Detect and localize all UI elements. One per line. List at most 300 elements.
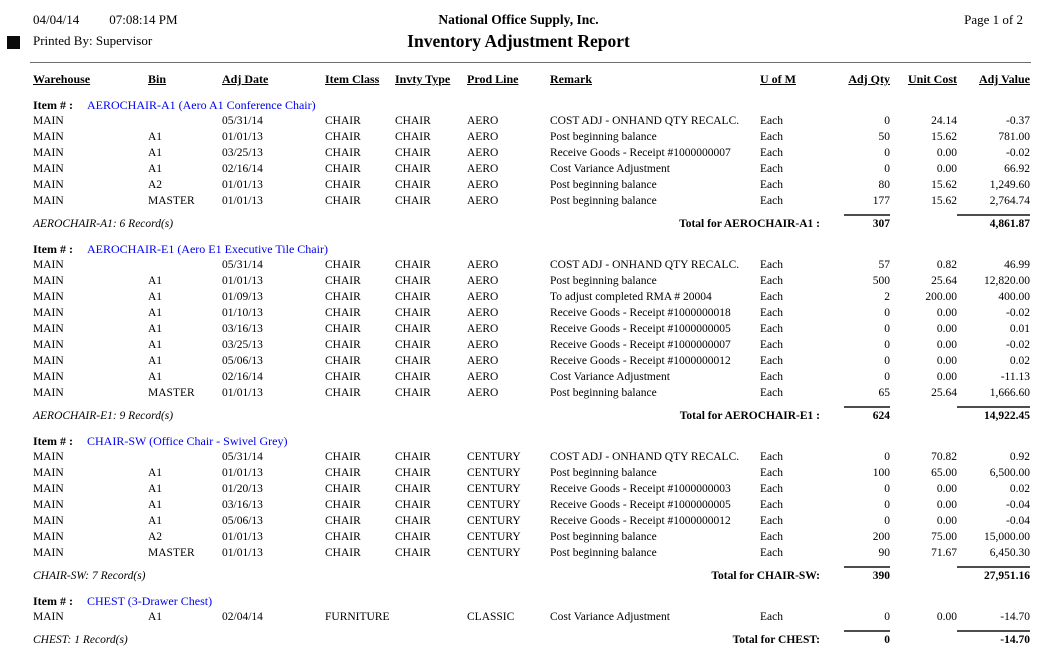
cell-bin: MASTER (148, 547, 195, 559)
cell-adj-value: -11.13 (1000, 371, 1030, 383)
cell-adj-qty: 2 (884, 291, 890, 303)
col-item-class: Item Class (325, 72, 380, 86)
group-total-label: Total for AEROCHAIR-E1 : (679, 410, 820, 422)
cell-prod-line: CENTURY (467, 467, 521, 479)
cell-unit-cost: 0.00 (936, 355, 957, 367)
cell-adj-qty: 57 (878, 259, 890, 271)
cell-invty-type: CHAIR (395, 547, 431, 559)
cell-bin: A1 (148, 275, 163, 287)
cell-u-of-m: Each (760, 323, 783, 335)
cell-adj-value: -0.37 (1006, 115, 1030, 127)
cell-adj-qty: 177 (872, 195, 890, 207)
cell-remark: Receive Goods - Receipt #1000000005 (550, 323, 731, 335)
col-remark: Remark (550, 72, 592, 86)
cell-remark: COST ADJ - ONHAND QTY RECALC. (550, 451, 740, 463)
cell-adj-qty: 0 (884, 339, 890, 351)
cell-adj-value: -14.70 (1000, 611, 1030, 623)
cell-invty-type: CHAIR (395, 307, 431, 319)
group-total-line (0, 566, 1037, 585)
cell-bin (148, 449, 222, 465)
cell-remark: Receive Goods - Receipt #1000000012 (550, 355, 731, 367)
cell-remark: COST ADJ - ONHAND QTY RECALC. (550, 115, 740, 127)
cell-unit-cost: 15.62 (931, 131, 957, 143)
table-row (0, 113, 1037, 129)
group-total-label: Total for CHEST: (732, 634, 820, 646)
cell-warehouse: MAIN (33, 115, 64, 127)
cell-item-class: CHAIR (325, 291, 361, 303)
cell-u-of-m: Each (760, 451, 783, 463)
cell-warehouse: MAIN (33, 451, 64, 463)
cell-prod-line: AERO (467, 371, 499, 383)
cell-adj-date: 01/01/13 (222, 275, 263, 287)
group-total-gap (890, 214, 957, 233)
cell-remark: Receive Goods - Receipt #1000000018 (550, 307, 731, 319)
cell-warehouse: MAIN (33, 259, 64, 271)
cell-adj-value: 0.02 (1009, 483, 1030, 495)
table-row (0, 481, 1037, 497)
cell-prod-line: AERO (467, 163, 499, 175)
cell-adj-value: 6,500.00 (989, 467, 1030, 479)
cell-remark: Cost Variance Adjustment (550, 163, 670, 175)
cell-invty-type: CHAIR (395, 147, 431, 159)
cell-prod-line: AERO (467, 323, 499, 335)
cell-u-of-m: Each (760, 275, 783, 287)
cell-prod-line: AERO (467, 147, 499, 159)
cell-adj-date: 02/16/14 (222, 371, 263, 383)
cell-unit-cost: 65.00 (931, 467, 957, 479)
cell-item-class: CHAIR (325, 131, 361, 143)
item-header (0, 593, 1037, 609)
cell-unit-cost: 75.00 (931, 531, 957, 543)
cell-bin: A1 (148, 339, 163, 351)
cell-u-of-m: Each (760, 147, 783, 159)
cell-invty-type: CHAIR (395, 515, 431, 527)
cell-warehouse: MAIN (33, 499, 64, 511)
cell-adj-date: 01/01/13 (222, 179, 263, 191)
cell-prod-line: AERO (467, 339, 499, 351)
cell-adj-qty: 0 (884, 451, 890, 463)
table-row (0, 497, 1037, 513)
cell-unit-cost: 0.00 (936, 307, 957, 319)
cell-unit-cost: 0.00 (936, 339, 957, 351)
column-headers (0, 72, 1037, 89)
cell-item-class: CHAIR (325, 323, 361, 335)
group-total-value: 4,861.87 (957, 214, 1030, 233)
cell-unit-cost: 0.00 (936, 163, 957, 175)
cell-prod-line: CLASSIC (467, 611, 515, 623)
item-link[interactable]: AEROCHAIR-A1 (Aero A1 Conference Chair) (86, 98, 316, 112)
group-total-line (0, 630, 1037, 649)
cell-adj-value: 1,249.60 (989, 179, 1030, 191)
cell-invty-type: CHAIR (395, 339, 431, 351)
cell-item-class: CHAIR (325, 355, 361, 367)
cell-invty-type: CHAIR (395, 371, 431, 383)
cell-invty-type: CHAIR (395, 323, 431, 335)
cell-invty-type: CHAIR (395, 115, 431, 127)
item-group (0, 593, 1037, 649)
group-total-value: 14,922.45 (957, 406, 1030, 425)
cell-adj-date: 01/01/13 (222, 387, 263, 399)
cell-adj-qty: 90 (878, 547, 890, 559)
cell-invty-type: CHAIR (395, 467, 431, 479)
cell-item-class: CHAIR (325, 547, 361, 559)
cell-item-class: FURNITURE (325, 611, 390, 623)
cell-unit-cost: 0.82 (936, 259, 957, 271)
cell-unit-cost: 25.64 (931, 387, 957, 399)
item-link[interactable]: AEROCHAIR-E1 (Aero E1 Executive Tile Chair) (86, 242, 328, 256)
cell-bin: A1 (148, 355, 163, 367)
cell-warehouse: MAIN (33, 547, 64, 559)
group-total-value: -14.70 (957, 630, 1030, 649)
cell-bin: A1 (148, 515, 163, 527)
cell-adj-date: 05/31/14 (222, 115, 263, 127)
report-title: Inventory Adjustment Report (407, 31, 630, 51)
item-link[interactable]: CHEST (3-Drawer Chest) (86, 594, 213, 608)
cell-adj-qty: 0 (884, 483, 890, 495)
table-row (0, 385, 1037, 401)
cell-invty-type: CHAIR (395, 275, 431, 287)
table-row (0, 609, 1037, 625)
group-total-value: 27,951.16 (957, 566, 1030, 585)
cell-bin: MASTER (148, 195, 195, 207)
cell-prod-line: AERO (467, 131, 499, 143)
cell-remark: Receive Goods - Receipt #1000000007 (550, 147, 731, 159)
cell-adj-date: 01/01/13 (222, 531, 263, 543)
page-indicator: Page 1 of 2 (964, 12, 1023, 27)
cell-prod-line: CENTURY (467, 547, 521, 559)
col-invty-type: Invty Type (395, 72, 451, 86)
cell-prod-line: CENTURY (467, 531, 521, 543)
group-total-line (0, 406, 1037, 425)
table-row (0, 273, 1037, 289)
cell-invty-type: CHAIR (395, 131, 431, 143)
cell-unit-cost: 15.62 (931, 195, 957, 207)
cell-warehouse: MAIN (33, 179, 64, 191)
item-link[interactable]: CHAIR-SW (Office Chair - Swivel Grey) (86, 434, 288, 448)
cell-bin (148, 257, 222, 273)
cell-adj-date: 03/25/13 (222, 147, 263, 159)
cell-warehouse: MAIN (33, 515, 64, 527)
table-row (0, 449, 1037, 465)
cell-adj-qty: 100 (872, 467, 890, 479)
cell-unit-cost: 0.00 (936, 499, 957, 511)
table-row (0, 145, 1037, 161)
cell-remark: Post beginning balance (550, 387, 657, 399)
item-group (0, 433, 1037, 585)
group-total-gap (890, 566, 957, 585)
cell-u-of-m: Each (760, 131, 783, 143)
cell-bin: A1 (148, 611, 163, 623)
cell-adj-qty: 0 (884, 323, 890, 335)
cell-unit-cost: 0.00 (936, 515, 957, 527)
group-total-qty: 624 (844, 406, 890, 425)
cell-item-class: CHAIR (325, 339, 361, 351)
group-total-gap (890, 630, 957, 649)
cell-u-of-m: Each (760, 611, 783, 623)
cell-adj-value: -0.02 (1006, 147, 1030, 159)
cell-adj-qty: 0 (884, 499, 890, 511)
cell-invty-type (395, 609, 467, 625)
group-record-count: CHEST: 1 Record(s) (33, 634, 128, 646)
cell-adj-qty: 0 (884, 163, 890, 175)
cell-remark: Post beginning balance (550, 179, 657, 191)
cell-adj-date: 03/16/13 (222, 499, 263, 511)
cell-item-class: CHAIR (325, 115, 361, 127)
cell-adj-qty: 200 (872, 531, 890, 543)
cell-remark: Receive Goods - Receipt #1000000003 (550, 483, 731, 495)
cell-bin: A2 (148, 531, 163, 543)
cell-remark: Post beginning balance (550, 195, 657, 207)
cell-u-of-m: Each (760, 259, 783, 271)
col-adj-value: Adj Value (978, 72, 1030, 86)
table-row (0, 529, 1037, 545)
cell-u-of-m: Each (760, 307, 783, 319)
cell-adj-qty: 0 (884, 147, 890, 159)
group-rows (0, 113, 1037, 209)
cell-u-of-m: Each (760, 195, 783, 207)
cell-item-class: CHAIR (325, 499, 361, 511)
cell-adj-date: 05/06/13 (222, 355, 263, 367)
cell-item-class: CHAIR (325, 179, 361, 191)
cell-unit-cost: 0.00 (936, 323, 957, 335)
cell-adj-value: -0.02 (1006, 339, 1030, 351)
cell-warehouse: MAIN (33, 355, 64, 367)
cell-warehouse: MAIN (33, 307, 64, 319)
cell-item-class: CHAIR (325, 259, 361, 271)
table-row (0, 193, 1037, 209)
col-prod-line: Prod Line (467, 72, 519, 86)
cell-adj-value: 1,666.60 (989, 387, 1030, 399)
table-row (0, 353, 1037, 369)
group-total-qty: 0 (844, 630, 890, 649)
cell-remark: Post beginning balance (550, 467, 657, 479)
cell-adj-date: 03/25/13 (222, 339, 263, 351)
col-adj-date: Adj Date (222, 72, 269, 86)
col-unit-cost: Unit Cost (907, 72, 957, 86)
cell-adj-date: 01/01/13 (222, 195, 263, 207)
cell-adj-date: 01/10/13 (222, 307, 263, 319)
cell-bin: A1 (148, 323, 163, 335)
report-time: 07:08:14 PM (109, 12, 178, 27)
cell-adj-date: 03/16/13 (222, 323, 263, 335)
cell-adj-date: 01/01/13 (222, 131, 263, 143)
table-row (0, 177, 1037, 193)
cell-adj-qty: 0 (884, 515, 890, 527)
cell-adj-value: 15,000.00 (984, 531, 1030, 543)
cell-u-of-m: Each (760, 291, 783, 303)
cell-warehouse: MAIN (33, 323, 64, 335)
cell-bin: A1 (148, 467, 163, 479)
cell-bin: A1 (148, 291, 163, 303)
cell-invty-type: CHAIR (395, 531, 431, 543)
cell-bin: MASTER (148, 387, 195, 399)
cell-unit-cost: 0.00 (936, 147, 957, 159)
cell-warehouse: MAIN (33, 163, 64, 175)
cell-adj-value: -0.04 (1006, 515, 1030, 527)
cell-unit-cost: 0.00 (936, 611, 957, 623)
cell-remark: Post beginning balance (550, 131, 657, 143)
cell-bin: A1 (148, 371, 163, 383)
cell-item-class: CHAIR (325, 515, 361, 527)
item-group (0, 97, 1037, 233)
cell-unit-cost: 71.67 (931, 547, 957, 559)
table-row (0, 369, 1037, 385)
group-total-gap (890, 406, 957, 425)
cell-adj-value: 0.01 (1009, 323, 1030, 335)
cell-adj-date: 05/31/14 (222, 259, 263, 271)
cell-adj-value: 781.00 (998, 131, 1030, 143)
item-number-label: Item # : (33, 434, 73, 448)
cell-adj-qty: 500 (872, 275, 890, 287)
cell-unit-cost: 24.14 (931, 115, 957, 127)
cell-remark: Post beginning balance (550, 531, 657, 543)
item-number-label: Item # : (33, 594, 73, 608)
cell-prod-line: AERO (467, 291, 499, 303)
cell-item-class: CHAIR (325, 163, 361, 175)
cell-adj-value: -0.02 (1006, 307, 1030, 319)
cell-warehouse: MAIN (33, 483, 64, 495)
cell-bin: A1 (148, 499, 163, 511)
cell-bin: A1 (148, 163, 163, 175)
cell-unit-cost: 15.62 (931, 179, 957, 191)
table-row (0, 289, 1037, 305)
col-adj-qty: Adj Qty (848, 72, 890, 86)
cell-u-of-m: Each (760, 371, 783, 383)
printed-by: Printed By: Supervisor (33, 33, 153, 48)
cell-invty-type: CHAIR (395, 163, 431, 175)
cell-adj-qty: 0 (884, 355, 890, 367)
cell-warehouse: MAIN (33, 131, 64, 143)
group-rows (0, 449, 1037, 561)
group-record-count: AEROCHAIR-E1: 9 Record(s) (33, 410, 174, 422)
group-total-qty: 307 (844, 214, 890, 233)
cell-remark: Receive Goods - Receipt #1000000007 (550, 339, 731, 351)
cell-warehouse: MAIN (33, 467, 64, 479)
cell-adj-value: 0.92 (1009, 451, 1030, 463)
cell-unit-cost: 0.00 (936, 371, 957, 383)
cell-remark: Cost Variance Adjustment (550, 611, 670, 623)
cell-adj-date: 05/06/13 (222, 515, 263, 527)
cell-prod-line: AERO (467, 179, 499, 191)
table-row (0, 305, 1037, 321)
cell-adj-qty: 0 (884, 307, 890, 319)
cell-adj-date: 01/01/13 (222, 467, 263, 479)
table-row (0, 257, 1037, 273)
cell-warehouse: MAIN (33, 611, 64, 623)
item-group (0, 241, 1037, 425)
cell-warehouse: MAIN (33, 339, 64, 351)
table-row (0, 161, 1037, 177)
cell-remark: Receive Goods - Receipt #1000000005 (550, 499, 731, 511)
cell-u-of-m: Each (760, 547, 783, 559)
col-warehouse: Warehouse (33, 72, 91, 86)
cell-unit-cost: 25.64 (931, 275, 957, 287)
item-number-label: Item # : (33, 98, 73, 112)
cell-warehouse: MAIN (33, 531, 64, 543)
cell-prod-line: AERO (467, 387, 499, 399)
cell-adj-qty: 0 (884, 115, 890, 127)
cell-prod-line: CENTURY (467, 483, 521, 495)
cell-adj-date: 05/31/14 (222, 451, 263, 463)
cell-bin (148, 113, 222, 129)
cell-prod-line: CENTURY (467, 499, 521, 511)
table-row (0, 545, 1037, 561)
cell-prod-line: AERO (467, 259, 499, 271)
cell-unit-cost: 70.82 (931, 451, 957, 463)
cell-u-of-m: Each (760, 467, 783, 479)
cell-invty-type: CHAIR (395, 195, 431, 207)
cell-u-of-m: Each (760, 179, 783, 191)
cell-bin: A1 (148, 483, 163, 495)
cell-invty-type: CHAIR (395, 499, 431, 511)
cell-prod-line: AERO (467, 275, 499, 287)
cell-u-of-m: Each (760, 483, 783, 495)
cell-invty-type: CHAIR (395, 259, 431, 271)
cell-warehouse: MAIN (33, 195, 64, 207)
table-row (0, 465, 1037, 481)
cell-u-of-m: Each (760, 163, 783, 175)
cell-invty-type: CHAIR (395, 387, 431, 399)
cell-u-of-m: Each (760, 387, 783, 399)
cell-prod-line: CENTURY (467, 515, 521, 527)
cell-adj-qty: 0 (884, 611, 890, 623)
cell-u-of-m: Each (760, 355, 783, 367)
cell-prod-line: AERO (467, 115, 499, 127)
cell-invty-type: CHAIR (395, 291, 431, 303)
cell-remark: COST ADJ - ONHAND QTY RECALC. (550, 259, 740, 271)
cell-adj-qty: 50 (878, 131, 890, 143)
header-rule (30, 62, 1031, 63)
cell-u-of-m: Each (760, 339, 783, 351)
cell-invty-type: CHAIR (395, 483, 431, 495)
cell-adj-qty: 80 (878, 179, 890, 191)
cell-bin: A1 (148, 307, 163, 319)
group-total-label: Total for CHAIR-SW: (711, 570, 820, 582)
group-rows (0, 257, 1037, 401)
cell-adj-date: 02/16/14 (222, 163, 263, 175)
cell-adj-date: 02/04/14 (222, 611, 263, 623)
item-header (0, 433, 1037, 449)
cell-unit-cost: 200.00 (925, 291, 957, 303)
cell-adj-value: 6,450.30 (989, 547, 1030, 559)
cell-adj-qty: 65 (878, 387, 890, 399)
cell-remark: Cost Variance Adjustment (550, 371, 670, 383)
cell-adj-value: 46.99 (1004, 259, 1030, 271)
cell-bin: A2 (148, 179, 163, 191)
cell-bin: A1 (148, 131, 163, 143)
col-bin: Bin (148, 72, 167, 86)
cell-u-of-m: Each (760, 115, 783, 127)
cell-adj-qty: 0 (884, 371, 890, 383)
group-total-qty: 390 (844, 566, 890, 585)
cell-adj-date: 01/01/13 (222, 547, 263, 559)
group-total-label: Total for AEROCHAIR-A1 : (679, 218, 820, 230)
cell-adj-value: 400.00 (998, 291, 1030, 303)
item-number-label: Item # : (33, 242, 73, 256)
cell-unit-cost: 0.00 (936, 483, 957, 495)
col-u-of-m: U of M (760, 72, 796, 86)
cell-warehouse: MAIN (33, 275, 64, 287)
cell-adj-value: 66.92 (1004, 163, 1030, 175)
table-row (0, 321, 1037, 337)
cell-u-of-m: Each (760, 515, 783, 527)
cell-u-of-m: Each (760, 499, 783, 511)
item-header (0, 241, 1037, 257)
cell-warehouse: MAIN (33, 387, 64, 399)
group-record-count: CHAIR-SW: 7 Record(s) (33, 570, 146, 582)
group-rows (0, 609, 1037, 625)
cell-remark: Receive Goods - Receipt #1000000012 (550, 515, 731, 527)
